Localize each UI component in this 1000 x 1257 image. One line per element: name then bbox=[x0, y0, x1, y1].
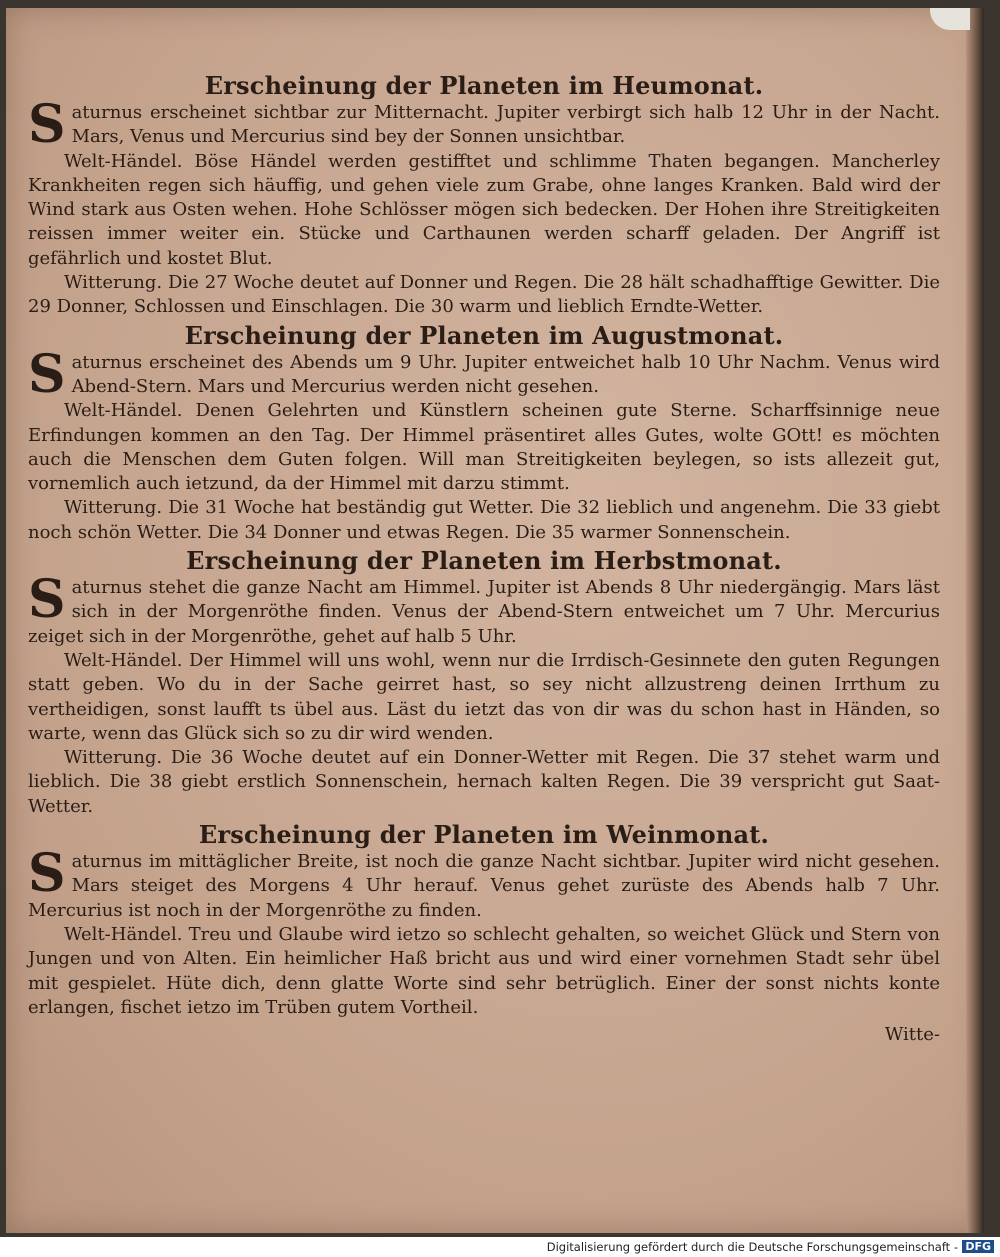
section-title: Erscheinung der Planeten im Weinmonat. bbox=[198, 820, 770, 850]
planets-paragraph: Saturnus im mittäglicher Breite, ist noch die ganze Nacht sichtbar. Jupiter wird nicht gesehen. Mars steiget des Morgens 4 Uhr herauf. Venus gehet zurüste des Abends halb 7 Uhr. Mercurius ist noch in der Morgenröthe zu finden. bbox=[28, 843, 940, 921]
section-heumonat bbox=[28, 70, 940, 320]
planets-paragraph: Saturnus erscheinet sichtbar zur Mitternacht. Jupiter verbirgt sich halb 12 Uhr in der Nacht. Mars, Venus und Mercurius sind bey der Sonnen unsichtbar. bbox=[28, 94, 940, 155]
section-augustmonat bbox=[28, 320, 940, 545]
section-title: Erscheinung der Planeten im Herbstmonat. bbox=[186, 546, 782, 576]
witterung-paragraph: Witterung. Die 31 Woche hat beständig gut Wetter. Die 32 lieblich und angenehm. Die 33 giebt noch schön Wetter. Die 34 Donner und etwas Regen. Die 35 warmer Sonnenschein. bbox=[28, 497, 940, 543]
catchword: Witte- bbox=[884, 1024, 940, 1046]
section-herbstmonat bbox=[28, 545, 940, 819]
footer-credit: Digitalisierung gefördert durch die Deutsche Forschungsgemeinschaft - bbox=[546, 1240, 958, 1254]
section-weinmonat bbox=[28, 819, 940, 1020]
planets-paragraph: Saturnus stehet die ganze Nacht am Himmel. Jupiter ist Abends 8 Uhr niedergängig. Mars läst sich in der Morgenröthe finden. Venus der Abend-Stern entweichet um 7 Uhr. Mercurius zeiget sich in der Morgenröthe, gehet auf halb 5 Uhr. bbox=[28, 569, 940, 647]
book-spine bbox=[966, 8, 984, 1233]
witterung-paragraph: Witterung. Die 36 Woche deutet auf ein Donner-Wetter mit Regen. Die 37 stehet warm und lieblich. Die 38 giebt erstlich Sonnenschein, hernach kalten Regen. Die 39 verspricht gut Saat-Wetter. bbox=[28, 747, 940, 817]
digitization-footer bbox=[0, 1237, 1000, 1257]
witterung-paragraph: Witterung. Die 27 Woche deutet auf Donner und Regen. Die 28 hält schadhafftige Gewitter. Die 29 Donner, Schlossen und Einschlagen. Die 30 warm und lieblich Erndte-Wetter. bbox=[28, 272, 940, 318]
dfg-logo: DFG bbox=[962, 1240, 994, 1253]
welt-haendel-paragraph: Welt-Händel. Denen Gelehrten und Künstlern scheinen gute Sterne. Scharffsinnige neue Erfindungen kommen an den Tag. Der Himmel präsentiret alles Gutes, wolte GOtt! es möchten auch die Menschen dem Guten folgen. Will man Streitigkeiten beylegen, so ists allezeit gut, vornemlich auch ietzund, da der Himmel mit darzu stimmt. bbox=[28, 400, 940, 495]
welt-haendel-paragraph: Welt-Händel. Der Himmel will uns wohl, wenn nur die Irrdisch-Gesinnete den guten Regungen statt geben. Wo du in der Sache geirret hast, so sey nicht allzustreng deinen Irrthum zu vertheidigen, sonst laufft ts übel aus. Läst du ietzt das von dir was du schon hast in Händen, so warte, wenn das Glück sich so zu dir wird wenden. bbox=[28, 649, 940, 744]
page-content bbox=[28, 70, 940, 1048]
section-title: Erscheinung der Planeten im Augustmonat. bbox=[184, 320, 784, 350]
scanned-page bbox=[6, 8, 984, 1233]
page-corner bbox=[930, 8, 970, 30]
welt-haendel-paragraph: Welt-Händel. Treu und Glaube wird ietzo so schlecht gehalten, so weichet Glück und Stern von Jungen und von Alten. Ein heimlicher Haß bricht aus und wird einer vornehmen Stadt sehr übel mit gespielet. Hüte dich, denn glatte Worte sind sehr betrüglich. Einer der sonst nichts konte erlangen, fischet ietzo im Trüben gutem Vortheil. bbox=[28, 923, 940, 1018]
section-title: Erscheinung der Planeten im Heumonat. bbox=[204, 71, 764, 100]
welt-haendel-paragraph: Welt-Händel. Böse Händel werden gestifftet und schlimme Thaten begangen. Mancherley Krankheiten regen sich häuffig, und gehen viele zum Grabe, ohne langes Kranken. Bald wird der Wind stark aus Osten wehen. Hohe Schlösser mögen sich bedecken. Der Hohen ihre Streitigkeiten reissen immer weiter ein. Stücke und Carthaunen werden scharff geladen. Der Angriff ist gefährlich und kostet Blut. bbox=[28, 150, 940, 269]
planets-paragraph: Saturnus erscheinet des Abends um 9 Uhr. Jupiter entweichet halb 10 Uhr Nachm. Venus wird Abend-Stern. Mars und Mercurius werden nicht gesehen. bbox=[28, 343, 940, 405]
